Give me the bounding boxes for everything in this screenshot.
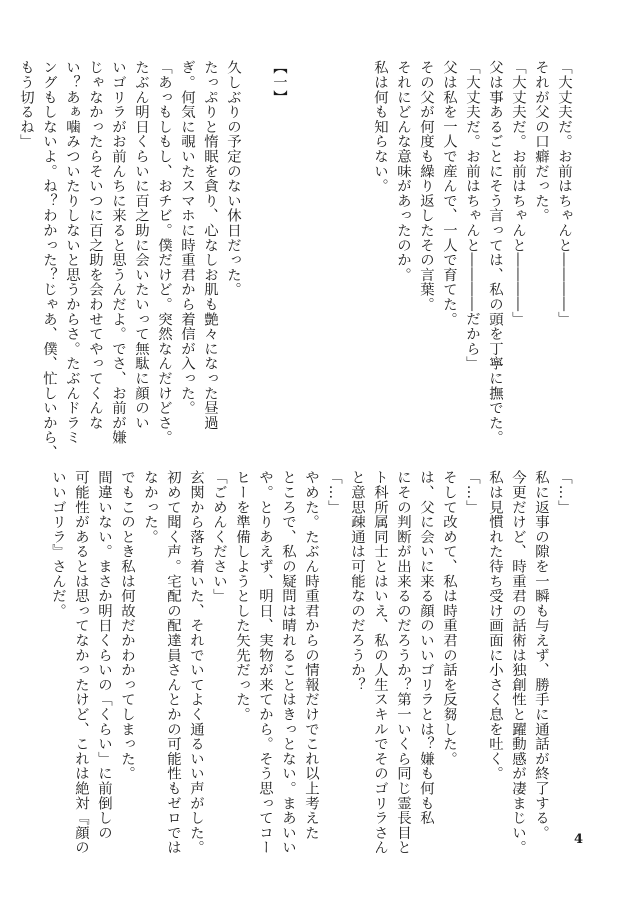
text-line: でもこのとき私は何故だかわかってしまった。 — [119, 470, 135, 781]
text-line: いいゴリラ』さんだ。 — [50, 470, 66, 618]
text-line: や。とりあえず、明日、実物が来てから。そう思ってコー — [257, 470, 273, 855]
text-line: 「…」 — [556, 470, 572, 515]
text-line: 初めて聞く声。宅配の配達員さんとかの可能性もゼロでは — [165, 470, 181, 855]
text-line: ト科所属同士とはいえ、私の人生スキルでそのゴリラさん — [372, 470, 388, 855]
text-line — [290, 60, 313, 460]
text-line: 玄関から落ち着いた、それでいてよく通るいい声がした。 — [188, 470, 204, 855]
text-line: にその判断が出来るのだろうか？第一いくら同じ霊長目と — [395, 470, 411, 855]
text-line: 私は何も知らない。 — [372, 60, 388, 194]
text-line: ヒーを準備しようとした矢先だった。 — [234, 470, 250, 722]
text-line: 「ごめんください」 — [211, 470, 227, 604]
text-line: ぎ。何気に覗いたスマホに時重君から着信が入った。 — [179, 60, 195, 416]
prologue-text-block — [368, 60, 575, 460]
text-line: たっぷりと惰眠を貪り、心なしお肌も艶々になった昼過 — [202, 60, 218, 430]
text-line: それが父の口癖だった。 — [533, 60, 549, 223]
page-number: 4 — [574, 832, 584, 847]
text-line — [244, 60, 267, 460]
text-line: 私は見慣れた待ち受け画面に小さく息を吐く。 — [487, 470, 503, 781]
text-line: い？あぁ噛みついたりしないと思うからさ。たぶんドラミ — [64, 60, 80, 445]
chapter-one-continued-text-block — [46, 470, 575, 870]
text-line: 私に返事の隙を一瞬も与えず、勝手に通話が終了する。 — [533, 470, 549, 840]
text-line: 久しぶりの予定のない休日だった。 — [225, 60, 241, 297]
text-line: なかった。 — [142, 470, 158, 544]
text-line: じゃなかったらそいつに百之助を会わせてやってくんな — [87, 60, 103, 430]
text-line: 「大丈夫だ。お前はちゃんと――――だから」 — [464, 60, 480, 371]
text-line: 「あっもしもし、おチビ。僕だけど。突然なんだけどさ。 — [156, 60, 172, 445]
text-line: もう切るね」 — [18, 60, 34, 149]
text-line: 今更だけど、時重君の話術は独創性と躍動感が凄まじい。 — [510, 470, 526, 855]
text-line: 「…」 — [326, 470, 342, 515]
text-line: いゴリラがお前んちに来ると思うんだよ。でさ、お前が嫌 — [110, 60, 126, 445]
text-line: と意思疎通は可能なのだろうか？ — [349, 470, 365, 692]
chapter-one-text-block — [14, 60, 313, 460]
text-line: たぶん明日くらいに百之助に会いたいって無駄に顔のい — [133, 60, 149, 430]
text-line: 「…」 — [464, 470, 480, 515]
text-line: 可能性があるとは思ってなかったけど、これは絶対『顔の — [73, 470, 89, 855]
text-line: ングもしないよ。ね？わかった？じゃあ、僕、忙しいから、 — [41, 60, 57, 460]
text-line: 「大丈夫だ。お前はちゃんと――――」 — [510, 60, 526, 327]
text-line: は、父に会いに来る顔のいいゴリラとは？嫌も何も私 — [418, 470, 434, 826]
text-line: その父が何度も繰り返したその言葉。 — [418, 60, 434, 312]
text-line: 間違いない。まさか明日くらいの「くらい」に前倒しの — [96, 470, 112, 840]
text-line: 父は私を一人で産んで、一人で育てた。 — [441, 60, 457, 327]
text-line: それにどんな意味があったのか。 — [395, 60, 411, 282]
text-line: そして改めて、私は時重君の話を反芻した。 — [441, 470, 457, 766]
text-line: 【一】 — [271, 60, 287, 105]
text-line: やめた。たぶん時重君からの情報だけでこれ以上考えた — [303, 470, 319, 840]
text-line: 「大丈夫だ。お前はちゃんと――――」 — [556, 60, 572, 327]
text-line: ところで、私の疑問は晴れることはきっとない。まあいい — [280, 470, 296, 855]
text-line: 父は事あるごとにそう言っては、私の頭を丁寧に撫でた。 — [487, 60, 503, 445]
